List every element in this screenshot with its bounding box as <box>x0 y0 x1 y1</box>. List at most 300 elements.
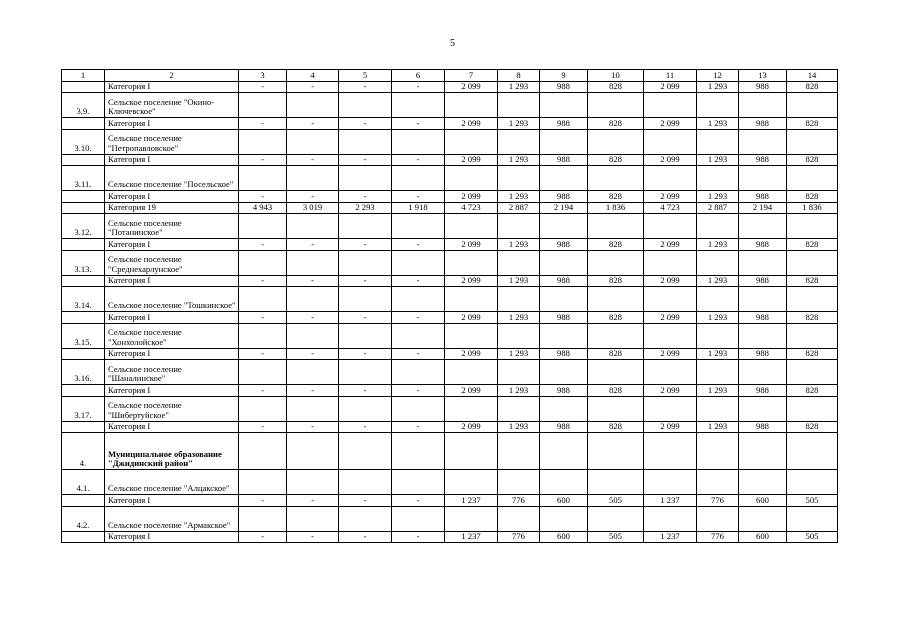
row-name: Категория I <box>105 312 239 324</box>
table-cell: - <box>287 495 339 507</box>
table-cell: 4 723 <box>445 202 498 214</box>
table-cell <box>787 93 838 118</box>
table-cell <box>540 323 588 348</box>
row-name: Категория I <box>105 385 239 397</box>
table-cell <box>644 396 697 421</box>
table-cell: - <box>287 421 339 433</box>
table-cell: 988 <box>739 118 787 130</box>
table-cell <box>445 323 498 348</box>
table-row <box>62 250 838 275</box>
row-number <box>62 531 105 543</box>
table-cell <box>445 470 498 495</box>
table-cell <box>787 360 838 385</box>
table-cell: - <box>392 421 445 433</box>
table-cell: 988 <box>739 275 787 287</box>
table-cell: - <box>392 154 445 166</box>
table-cell <box>644 214 697 239</box>
table-cell <box>540 129 588 154</box>
table-cell: - <box>392 239 445 251</box>
table-cell <box>644 470 697 495</box>
table-cell: - <box>287 81 339 93</box>
table-cell <box>239 470 287 495</box>
table-cell: 988 <box>540 348 588 360</box>
table-cell <box>339 129 392 154</box>
table-cell <box>787 506 838 531</box>
column-header: 7 <box>445 70 498 82</box>
table-cell <box>739 360 787 385</box>
row-number: 3.13. <box>62 250 105 275</box>
table-cell <box>339 323 392 348</box>
table-cell: 828 <box>588 81 644 93</box>
table-cell: 1 836 <box>588 202 644 214</box>
table-cell <box>339 214 392 239</box>
table-cell: - <box>239 348 287 360</box>
row-number: 4. <box>62 433 105 470</box>
table-cell: - <box>287 531 339 543</box>
row-number: 3.17. <box>62 396 105 421</box>
table-cell <box>498 250 540 275</box>
table-row <box>62 214 838 239</box>
table-cell <box>392 433 445 470</box>
table-cell: 828 <box>588 154 644 166</box>
table-cell: 505 <box>588 531 644 543</box>
row-number <box>62 275 105 287</box>
row-name: Сельское поселение "Потанинское" <box>105 214 239 239</box>
table-cell: 776 <box>498 531 540 543</box>
table-cell <box>498 360 540 385</box>
table-cell: - <box>239 385 287 397</box>
table-cell <box>287 166 339 191</box>
table-row <box>62 191 838 203</box>
table-cell <box>644 287 697 312</box>
table-cell <box>498 129 540 154</box>
table-cell <box>540 360 588 385</box>
row-number <box>62 495 105 507</box>
table-cell: 1 293 <box>697 275 739 287</box>
table-cell <box>588 129 644 154</box>
table-cell: 2 099 <box>445 312 498 324</box>
table-row <box>62 118 838 130</box>
table-cell: 1 237 <box>445 495 498 507</box>
table-cell: - <box>339 275 392 287</box>
table-cell: 600 <box>540 495 588 507</box>
table-cell: 2 099 <box>445 118 498 130</box>
table-cell: 2 099 <box>644 385 697 397</box>
row-name: Сельское поселение "Алцакское" <box>105 470 239 495</box>
table-row <box>62 93 838 118</box>
table-cell <box>339 360 392 385</box>
table-cell: 828 <box>588 312 644 324</box>
row-name: Категория I <box>105 275 239 287</box>
table-cell: 1 293 <box>697 191 739 203</box>
table-cell <box>697 470 739 495</box>
table-cell <box>498 287 540 312</box>
table-cell: 1 293 <box>498 312 540 324</box>
table-cell: - <box>287 275 339 287</box>
table-cell <box>588 506 644 531</box>
table-cell <box>644 433 697 470</box>
row-name: Категория I <box>105 118 239 130</box>
column-header: 10 <box>588 70 644 82</box>
row-name: Сельское поселение "Шаналинское" <box>105 360 239 385</box>
row-name: Категория I <box>105 531 239 543</box>
row-number: 4.2. <box>62 506 105 531</box>
table-cell <box>644 323 697 348</box>
table-cell: 988 <box>540 118 588 130</box>
table-cell: 828 <box>787 239 838 251</box>
table-cell <box>392 506 445 531</box>
table-cell: 2 194 <box>739 202 787 214</box>
table-cell <box>697 360 739 385</box>
table-cell <box>697 287 739 312</box>
table-cell <box>239 506 287 531</box>
table-cell <box>787 166 838 191</box>
table-cell: 2 099 <box>445 239 498 251</box>
table-cell: - <box>287 154 339 166</box>
table-cell <box>739 287 787 312</box>
table-row <box>62 396 838 421</box>
table-cell: 2 099 <box>445 154 498 166</box>
table-cell <box>498 323 540 348</box>
table-cell: 988 <box>739 191 787 203</box>
table-cell: 828 <box>787 81 838 93</box>
table-cell <box>287 396 339 421</box>
table-cell <box>287 93 339 118</box>
table-cell <box>588 287 644 312</box>
table-row <box>62 385 838 397</box>
table-cell: 776 <box>697 531 739 543</box>
table-cell: 1 293 <box>697 312 739 324</box>
row-number <box>62 348 105 360</box>
row-name: Сельское поселение "Тошкинское" <box>105 287 239 312</box>
table-cell: 988 <box>739 81 787 93</box>
row-name: Сельское поселение "Шибертуйское" <box>105 396 239 421</box>
table-cell: - <box>339 421 392 433</box>
table-cell: 4 943 <box>239 202 287 214</box>
table-cell <box>239 433 287 470</box>
table-cell: 1 237 <box>644 495 697 507</box>
table-cell <box>498 214 540 239</box>
table-cell <box>697 166 739 191</box>
table-header-row <box>62 70 838 82</box>
table-cell <box>239 214 287 239</box>
row-name: Муниципальное образование "Джидинский район" <box>105 433 239 470</box>
table-cell <box>739 250 787 275</box>
table-cell <box>498 166 540 191</box>
table-cell: 1 237 <box>644 531 697 543</box>
table-cell: 1 918 <box>392 202 445 214</box>
row-name: Категория I <box>105 81 239 93</box>
table-cell: 2 099 <box>644 421 697 433</box>
table-cell: 2 887 <box>697 202 739 214</box>
table-cell <box>787 433 838 470</box>
row-number <box>62 385 105 397</box>
table-cell: - <box>239 531 287 543</box>
table-cell: 828 <box>787 275 838 287</box>
table-row <box>62 421 838 433</box>
table-cell: - <box>392 348 445 360</box>
table-cell <box>287 506 339 531</box>
table-cell: 1 836 <box>787 202 838 214</box>
table-cell <box>498 396 540 421</box>
table-cell <box>588 323 644 348</box>
table-cell: 1 293 <box>498 118 540 130</box>
table-cell <box>588 396 644 421</box>
row-number: 3.9. <box>62 93 105 118</box>
table-row <box>62 531 838 543</box>
table-cell: - <box>339 385 392 397</box>
table-cell: 2 099 <box>644 312 697 324</box>
table-cell: 1 293 <box>498 421 540 433</box>
table-cell: 2 099 <box>644 239 697 251</box>
table-cell: - <box>339 348 392 360</box>
row-name: Категория I <box>105 154 239 166</box>
table-cell: 2 099 <box>644 191 697 203</box>
table-row <box>62 360 838 385</box>
table-cell: 1 293 <box>697 154 739 166</box>
table-cell: 828 <box>787 421 838 433</box>
table-cell <box>239 360 287 385</box>
table-cell <box>287 287 339 312</box>
row-name: Сельское поселение "Хонхолойское" <box>105 323 239 348</box>
table-cell <box>787 470 838 495</box>
row-name: Категория 19 <box>105 202 239 214</box>
column-header: 5 <box>339 70 392 82</box>
table-cell: - <box>392 531 445 543</box>
row-number <box>62 191 105 203</box>
row-number <box>62 312 105 324</box>
table-cell: 988 <box>540 312 588 324</box>
table-cell <box>540 433 588 470</box>
row-number: 3.10. <box>62 129 105 154</box>
column-header: 6 <box>392 70 445 82</box>
table-cell: 828 <box>787 118 838 130</box>
table-cell <box>739 93 787 118</box>
column-header: 4 <box>287 70 339 82</box>
table-cell: 2 099 <box>445 81 498 93</box>
table-cell: 828 <box>588 191 644 203</box>
table-cell <box>644 360 697 385</box>
table-cell <box>739 214 787 239</box>
table-cell <box>392 250 445 275</box>
table-cell: 988 <box>540 239 588 251</box>
row-name: Сельское поселение "Окино-Ключевское" <box>105 93 239 118</box>
table-cell: 600 <box>739 531 787 543</box>
column-header: 14 <box>787 70 838 82</box>
table-cell <box>644 250 697 275</box>
table-cell: 1 293 <box>697 348 739 360</box>
table-cell: - <box>339 239 392 251</box>
table-row <box>62 154 838 166</box>
table-cell: 828 <box>787 191 838 203</box>
table-cell <box>445 214 498 239</box>
table-cell <box>287 470 339 495</box>
table-cell: 988 <box>739 348 787 360</box>
table-cell: - <box>339 154 392 166</box>
table-cell <box>697 433 739 470</box>
table-cell <box>588 433 644 470</box>
row-number <box>62 239 105 251</box>
table-cell: 828 <box>787 154 838 166</box>
table-cell <box>445 433 498 470</box>
column-header: 8 <box>498 70 540 82</box>
row-name: Категория I <box>105 191 239 203</box>
table-cell <box>339 166 392 191</box>
table-cell <box>540 287 588 312</box>
column-header: 1 <box>62 70 105 82</box>
table-cell <box>392 470 445 495</box>
table-cell: 1 293 <box>498 154 540 166</box>
table-cell <box>498 433 540 470</box>
table-cell <box>739 166 787 191</box>
row-name: Сельское поселение "Армакское" <box>105 506 239 531</box>
table-cell: - <box>287 312 339 324</box>
table-cell: 2 099 <box>644 81 697 93</box>
table-cell: 1 237 <box>445 531 498 543</box>
table-cell: 988 <box>739 385 787 397</box>
table-cell: - <box>239 312 287 324</box>
table-cell <box>588 250 644 275</box>
table-cell: 988 <box>540 385 588 397</box>
row-number <box>62 81 105 93</box>
table-cell: 988 <box>540 275 588 287</box>
table-cell <box>239 129 287 154</box>
table-cell: 828 <box>588 421 644 433</box>
table-cell: 2 293 <box>339 202 392 214</box>
column-header: 13 <box>739 70 787 82</box>
table-cell <box>239 93 287 118</box>
table-cell: - <box>239 495 287 507</box>
table-cell: 988 <box>739 239 787 251</box>
table-row <box>62 239 838 251</box>
table-cell: - <box>287 348 339 360</box>
table-cell <box>445 250 498 275</box>
table-cell: 2 099 <box>445 385 498 397</box>
table-cell: 988 <box>540 191 588 203</box>
table-cell: - <box>239 154 287 166</box>
table-cell: 1 293 <box>697 385 739 397</box>
table-cell <box>739 396 787 421</box>
row-number: 3.16. <box>62 360 105 385</box>
table-cell: 776 <box>498 495 540 507</box>
table-cell <box>588 470 644 495</box>
table-cell <box>339 470 392 495</box>
table-cell: - <box>392 118 445 130</box>
table-cell: - <box>339 81 392 93</box>
table-cell <box>392 323 445 348</box>
table-cell: - <box>392 275 445 287</box>
table-cell: - <box>287 191 339 203</box>
table-cell <box>239 396 287 421</box>
table-row <box>62 202 838 214</box>
row-number: 3.12. <box>62 214 105 239</box>
table-row <box>62 166 838 191</box>
row-name: Категория I <box>105 239 239 251</box>
table-cell <box>445 396 498 421</box>
table-cell <box>339 506 392 531</box>
table-cell <box>644 166 697 191</box>
table-cell: 2 099 <box>445 348 498 360</box>
table-row <box>62 506 838 531</box>
row-number: 4.1. <box>62 470 105 495</box>
table-row <box>62 275 838 287</box>
table-cell: 1 293 <box>498 348 540 360</box>
table-cell: 2 194 <box>540 202 588 214</box>
table-cell: 1 293 <box>697 81 739 93</box>
table-cell: 828 <box>588 118 644 130</box>
table-cell: - <box>392 495 445 507</box>
table-cell: 1 293 <box>498 385 540 397</box>
table-cell <box>392 166 445 191</box>
table-cell: 1 293 <box>498 239 540 251</box>
table-cell: 2 099 <box>644 118 697 130</box>
table-row <box>62 81 838 93</box>
table-cell <box>287 129 339 154</box>
table-cell: - <box>287 239 339 251</box>
table-cell <box>644 506 697 531</box>
table-cell <box>339 287 392 312</box>
table-cell <box>739 323 787 348</box>
table-cell <box>445 506 498 531</box>
table-cell: - <box>392 312 445 324</box>
table-row <box>62 287 838 312</box>
table-cell: - <box>239 239 287 251</box>
table-cell <box>540 470 588 495</box>
table-row <box>62 495 838 507</box>
table-cell <box>339 433 392 470</box>
table-cell <box>392 396 445 421</box>
table-cell <box>588 166 644 191</box>
table-cell: 2 099 <box>644 348 697 360</box>
table-cell <box>498 93 540 118</box>
table-cell <box>445 166 498 191</box>
table-cell: - <box>392 385 445 397</box>
table-cell <box>392 287 445 312</box>
table-cell: - <box>239 191 287 203</box>
row-number <box>62 118 105 130</box>
column-header: 9 <box>540 70 588 82</box>
table-cell <box>588 93 644 118</box>
table-cell <box>540 396 588 421</box>
table-cell <box>445 129 498 154</box>
table-cell <box>540 250 588 275</box>
table-cell: 505 <box>588 495 644 507</box>
table-row <box>62 470 838 495</box>
table-cell: - <box>392 191 445 203</box>
table-cell: 4 723 <box>644 202 697 214</box>
row-number: 3.15. <box>62 323 105 348</box>
column-header: 2 <box>105 70 239 82</box>
table-cell <box>787 214 838 239</box>
table-cell <box>287 214 339 239</box>
table-cell: 988 <box>739 312 787 324</box>
table-cell <box>445 93 498 118</box>
table-cell <box>697 396 739 421</box>
table-cell: - <box>339 118 392 130</box>
table-cell: 1 293 <box>498 191 540 203</box>
table-cell: 1 293 <box>697 421 739 433</box>
table-cell <box>540 166 588 191</box>
table-cell: 2 099 <box>445 275 498 287</box>
row-number <box>62 154 105 166</box>
table-cell <box>392 214 445 239</box>
table-cell <box>739 470 787 495</box>
table-cell <box>392 129 445 154</box>
table-cell <box>287 323 339 348</box>
table-cell <box>339 250 392 275</box>
table-cell: 505 <box>787 495 838 507</box>
table-cell: 988 <box>540 81 588 93</box>
